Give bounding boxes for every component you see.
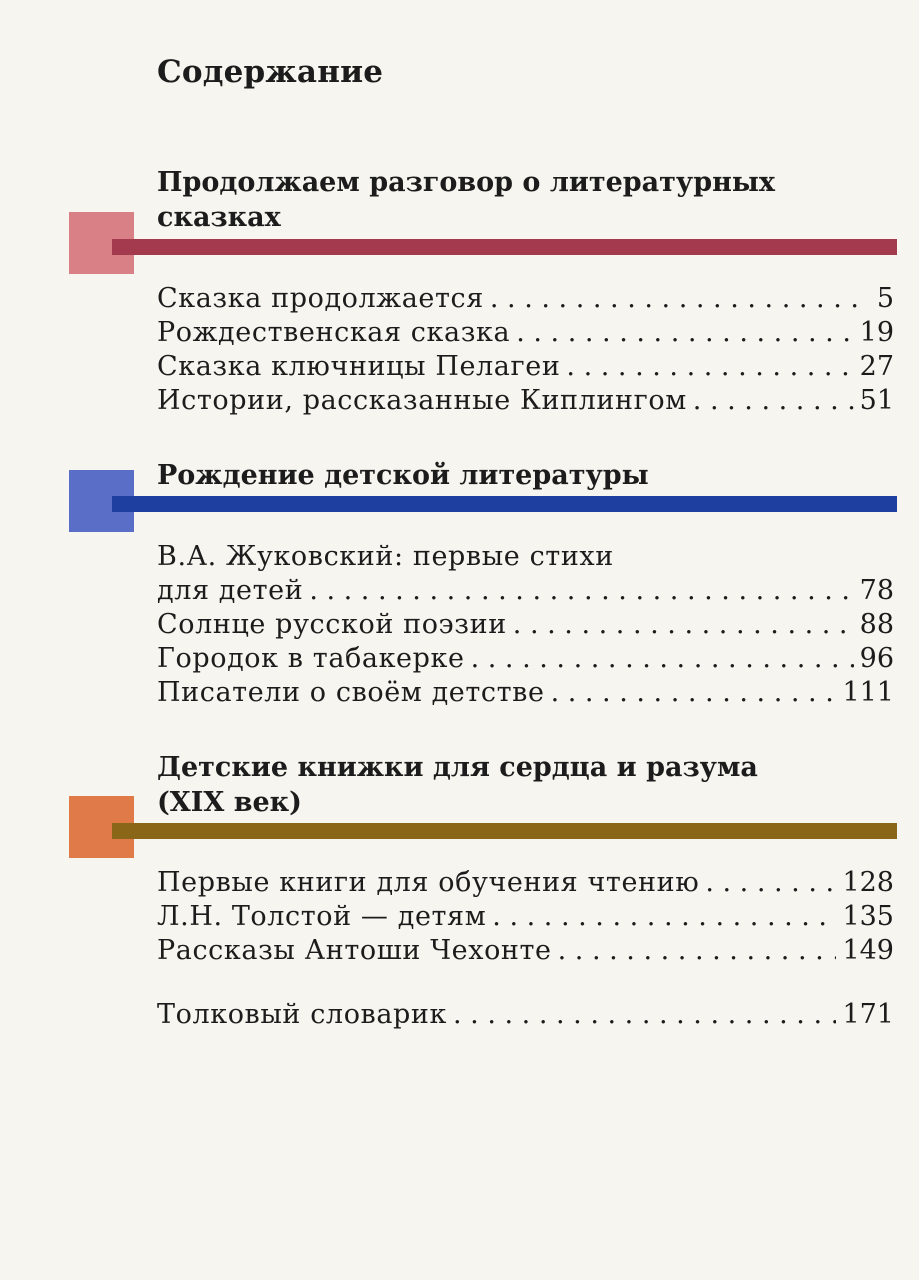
- toc-entry-page: 149: [842, 935, 894, 966]
- leader-dots: [492, 900, 836, 934]
- section-stripe: [112, 239, 897, 255]
- leader-dots: [490, 282, 858, 316]
- toc-entry-page: 128: [842, 867, 894, 898]
- toc-entry-page: 111: [842, 677, 894, 708]
- toc-entry-title: Городок в табакерке: [157, 643, 465, 674]
- leader-dots: [309, 574, 853, 608]
- toc-entry[interactable]: [157, 608, 894, 642]
- section-heading-line: Детские книжки для сердца и разума: [157, 752, 758, 783]
- toc-entry-title: Первые книги для обучения чтению: [157, 867, 700, 898]
- section-stripe: [112, 823, 897, 839]
- section-divider-1: [0, 212, 919, 282]
- toc-entry-glossary[interactable]: [157, 998, 894, 1032]
- toc-entry-page: 78: [859, 575, 894, 606]
- section-heading-line: Рождение детской литературы: [157, 460, 649, 491]
- leader-dots: [471, 642, 854, 676]
- toc-entry[interactable]: [157, 282, 894, 316]
- page-title: Содержание: [157, 54, 384, 90]
- toc-entry[interactable]: [157, 384, 894, 418]
- toc-entry[interactable]: [157, 316, 894, 350]
- toc-entry-title: для детей: [157, 575, 304, 606]
- leader-dots: [513, 608, 854, 642]
- section-divider-2: [0, 470, 919, 540]
- toc-entry[interactable]: [157, 900, 894, 934]
- toc-entry-page: 135: [842, 901, 894, 932]
- section-heading-line: сказках: [157, 202, 281, 233]
- leader-dots: [705, 866, 836, 900]
- toc-entry-title: Толковый словарик: [157, 999, 447, 1030]
- toc-entry-title-line1[interactable]: В.А. Жуковский: первые стихи: [157, 541, 614, 572]
- toc-entry-title: Истории, рассказанные Киплингом: [157, 385, 687, 416]
- toc-entry[interactable]: [157, 574, 894, 608]
- toc-entry-title: Сказка ключницы Пелагеи: [157, 351, 561, 382]
- toc-entry-page: 96: [859, 643, 894, 674]
- toc-entry-title: Солнце русской поэзии: [157, 609, 507, 640]
- toc-entry-page: 88: [859, 609, 894, 640]
- toc-entry[interactable]: [157, 676, 894, 710]
- section-heading-line: (XIX век): [157, 787, 302, 818]
- toc-entry-page: 51: [859, 385, 894, 416]
- section-stripe: [112, 496, 897, 512]
- toc-entry[interactable]: [157, 642, 894, 676]
- leader-dots: [558, 934, 837, 968]
- leader-dots: [453, 998, 836, 1032]
- leader-dots: [566, 350, 853, 384]
- toc-entry[interactable]: [157, 350, 894, 384]
- section-heading-line: Продолжаем разговор о литературных: [157, 167, 775, 198]
- leader-dots: [693, 384, 854, 418]
- toc-entry-title: Рассказы Антоши Чехонте: [157, 935, 552, 966]
- leader-dots: [551, 676, 837, 710]
- toc-entry-title: Л.Н. Толстой — детям: [157, 901, 487, 932]
- toc-entry-page: 27: [859, 351, 894, 382]
- toc-entry-title: Рождественская сказка: [157, 317, 511, 348]
- toc-entry[interactable]: [157, 934, 894, 968]
- toc-entry[interactable]: [157, 866, 894, 900]
- toc-entry-title: Писатели о своём детстве: [157, 677, 545, 708]
- toc-entry-title: Сказка продолжается: [157, 283, 484, 314]
- section-divider-3: [0, 796, 919, 866]
- toc-entry-page: 5: [876, 283, 894, 314]
- toc-entry-page: 19: [859, 317, 894, 348]
- leader-dots: [516, 316, 853, 350]
- toc-entry-page: 171: [842, 999, 894, 1030]
